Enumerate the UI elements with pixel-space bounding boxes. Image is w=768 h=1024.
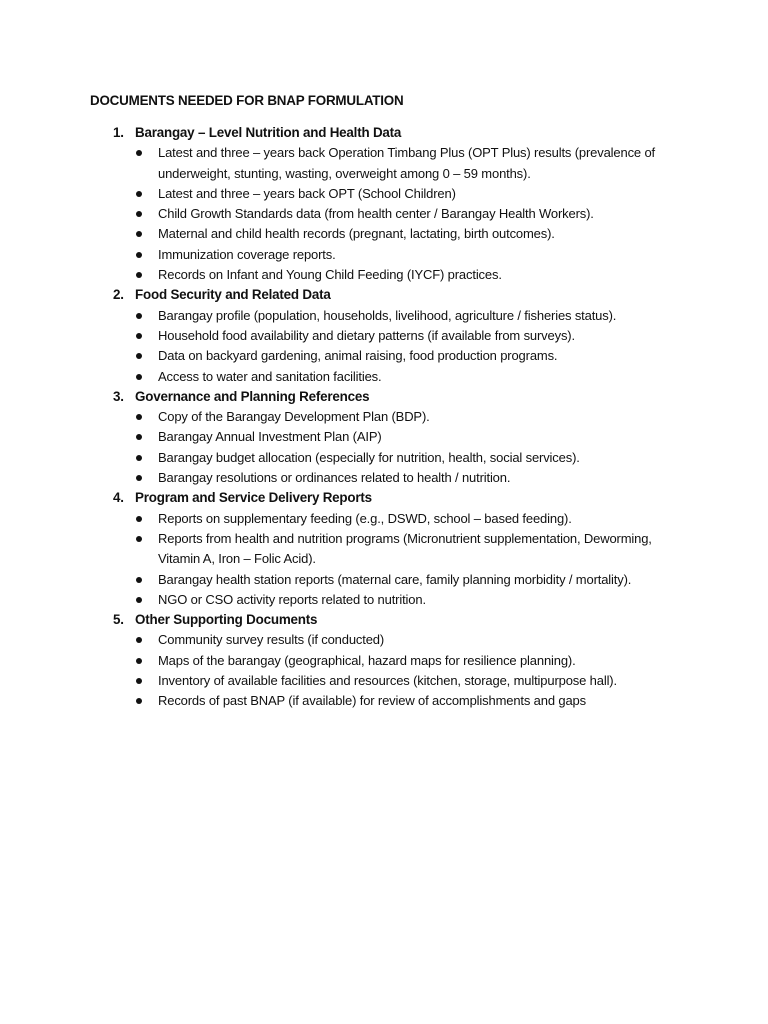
bullet-icon [136, 577, 142, 583]
bullet-icon [136, 191, 142, 197]
list-item [0, 204, 678, 224]
section-title: Other Supporting Documents [135, 612, 318, 628]
bullet-icon [136, 353, 142, 359]
section-heading [0, 610, 768, 630]
bullet-icon [136, 698, 142, 704]
list-item [0, 590, 678, 610]
list-item-text: Latest and three – years back OPT (School Children) [158, 185, 456, 201]
list-item [0, 509, 678, 529]
section-heading [0, 387, 768, 407]
bullet-icon [136, 414, 142, 420]
section-title: Food Security and Related Data [135, 287, 331, 303]
bullet-icon [136, 597, 142, 603]
list-item [0, 651, 678, 671]
list-item-text: NGO or CSO activity reports related to nutrition. [158, 591, 426, 607]
list-item-text: Immunization coverage reports. [158, 246, 336, 262]
bullet-icon [136, 150, 142, 156]
list-item [0, 245, 678, 265]
section-title: Barangay – Level Nutrition and Health Data [135, 125, 402, 140]
bullet-icon [136, 252, 142, 258]
section [0, 387, 768, 488]
bullet-icon [136, 231, 142, 237]
list-item-text: Maps of the barangay (geographical, hazard maps for resilience planning). [158, 652, 576, 668]
list-item-text: Reports on supplementary feeding (e.g., DSWD, school – based feeding). [158, 510, 572, 526]
section-number: 5. [113, 612, 124, 628]
list-item-text: Copy of the Barangay Development Plan (BDP). [158, 409, 430, 425]
section-list [0, 123, 768, 712]
bullet-icon [136, 516, 142, 522]
list-item [0, 367, 678, 387]
section [0, 610, 768, 711]
list-item-text: Records of past BNAP (if available) for review of accomplishments and gaps [158, 693, 586, 709]
list-item-text: Barangay resolutions or ordinances related to health / nutrition. [158, 470, 511, 486]
section-heading [0, 123, 768, 143]
list-item-text: Inventory of available facilities and resources (kitchen, storage, multipurpose hall). [158, 673, 617, 689]
bullet-icon [136, 333, 142, 339]
bullet-icon [136, 434, 142, 440]
section-number: 4. [113, 490, 124, 506]
bullet-list [0, 143, 768, 285]
list-item [0, 306, 678, 326]
bullet-icon [136, 374, 142, 380]
bullet-icon [136, 536, 142, 542]
section-title: Program and Service Delivery Reports [135, 490, 372, 506]
bullet-icon [136, 211, 142, 217]
list-item [0, 346, 678, 366]
list-item [0, 529, 678, 570]
list-item-text: Household food availability and dietary patterns (if available from surveys). [158, 327, 575, 343]
bullet-icon [136, 455, 142, 461]
list-item [0, 691, 678, 711]
section-title: Governance and Planning References [135, 388, 370, 404]
list-item [0, 143, 678, 184]
bullet-icon [136, 313, 142, 319]
list-item-text: Data on backyard gardening, animal raising, food production programs. [158, 348, 558, 364]
section-number: 3. [113, 388, 124, 404]
list-item-text: Barangay Annual Investment Plan (AIP) [158, 429, 382, 445]
section-number: 1. [113, 125, 124, 140]
bullet-icon [136, 272, 142, 278]
bullet-icon [136, 637, 142, 643]
list-item-text: Maternal and child health records (pregnant, lactating, birth outcomes). [158, 226, 555, 242]
list-item [0, 570, 678, 590]
document-title: DOCUMENTS NEEDED FOR BNAP FORMULATION [90, 93, 404, 108]
list-item-text: Child Growth Standards data (from health center / Barangay Health Workers). [158, 206, 594, 222]
bullet-icon [136, 475, 142, 481]
section [0, 123, 768, 285]
list-item-text: Community survey results (if conducted) [158, 632, 385, 648]
list-item [0, 468, 678, 488]
section-number: 2. [113, 287, 124, 303]
section-heading [0, 285, 768, 305]
bullet-icon [136, 658, 142, 664]
list-item [0, 224, 678, 244]
list-item [0, 630, 678, 650]
list-item [0, 184, 678, 204]
bullet-list [0, 306, 768, 387]
list-item [0, 671, 678, 691]
list-item [0, 427, 678, 447]
section [0, 488, 768, 610]
list-item [0, 326, 678, 346]
list-item [0, 407, 678, 427]
list-item-text: Barangay profile (population, households, livelihood, agriculture / fisheries status). [158, 307, 617, 323]
list-item-text: Reports from health and nutrition programs (Micronutrient supplementation, Deworming, Vitamin A, Iron – Folic Acid). [158, 530, 652, 567]
section-heading [0, 488, 768, 508]
list-item-text: Records on Infant and Young Child Feeding (IYCF) practices. [158, 267, 502, 283]
list-item-text: Latest and three – years back Operation Timbang Plus (OPT Plus) results (prevalence of underweight, stunting, wasting, overweight among 0 – 59 months). [158, 145, 656, 181]
list-item-text: Barangay health station reports (maternal care, family planning morbidity / mortality). [158, 571, 632, 587]
section [0, 285, 768, 386]
bullet-list [0, 630, 768, 711]
list-item-text: Access to water and sanitation facilities. [158, 368, 382, 384]
bullet-icon [136, 678, 142, 684]
list-item-text: Barangay budget allocation (especially for nutrition, health, social services). [158, 449, 580, 465]
bullet-list [0, 509, 768, 610]
bullet-list [0, 407, 768, 488]
list-item [0, 448, 678, 468]
list-item [0, 265, 678, 285]
